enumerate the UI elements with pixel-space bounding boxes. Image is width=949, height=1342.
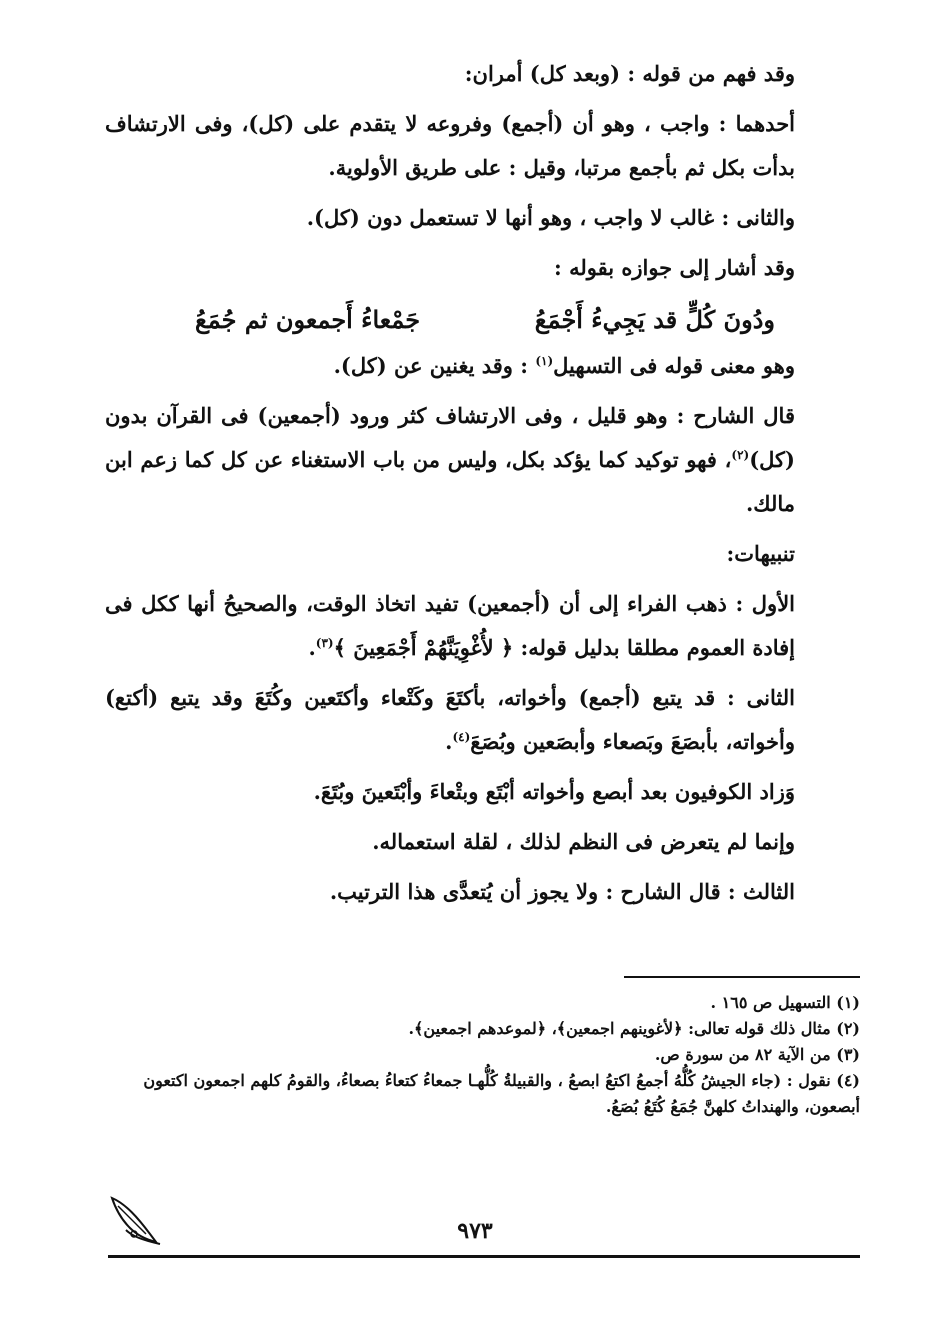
label-note-third: الثالث [743,879,795,904]
paragraph-commentator [105,394,865,526]
paragraph-tashil [105,344,865,388]
text-note-second: : قد يتبع (أجمع) وأخواته، بأكتَعَ وكَتْعاء وأكتَعين وكُتَعَ وقد يتبع (أكتع) وأخواته، بأبصَعَ وبَصعاء وأبصَعين وبُصَعَ [105,685,795,754]
text-second: : غالب لا واجب ، وهو أنها لا تستعمل دون (كل). [306,205,730,230]
page-number: ٩٧٣ [457,1218,493,1244]
text-note-first-end: . [308,635,316,660]
paragraph-second-matter [105,196,865,240]
label-note-first: الأول [751,591,796,616]
text-p7: وَزاد الكوفيون بعد أبصع وأخواته أبْتَع وبتْعاءَ وأبْتَعينَ وبُتَعَ. [313,779,795,804]
label-note-second: الثانى [746,685,795,710]
footnote-1: (١) التسهيل ص ١٦٥ . [710,993,860,1012]
bottom-rule [108,1255,860,1258]
paragraph-kufans [105,770,865,814]
paragraph-note-third [105,870,865,914]
text-p5b: : وقد يغنين عن (كل). [333,353,529,378]
footnote-3: (٣) من الآية ٨٢ من سورة ص. [654,1045,860,1064]
footnote-ref-2[interactable]: (٢) [731,448,750,462]
text-p8: وإنما لم يتعرض فى النظم لذلك ، لقلة استعماله. [372,829,795,854]
text-note-second-end: . [445,729,453,754]
verse-first-hemistich: ودُونَ كُلٍّ قد يَجِيءُ أَجْمَعُ [534,305,775,334]
paragraph-first-matter [105,102,865,190]
paragraph-note-second [105,676,865,764]
footnote-4: (٤) نقول : (جاء الجيشُ كُلُّهُ أجمعُ اكتعُ ابصعُ ، والقبيلةُ كُلُّهـا جمعاءُ كتعاءُ بصعاءُ، والقومُ كلهم اجمعون اكتعون أبصعون، والهنداتُ كلهنَّ جُمَعُ كُتَعُ بُصَعُ. [143,1071,860,1116]
paragraph-verse-intro [105,246,865,290]
footnote-ref-1[interactable]: (١) [535,354,554,368]
section-heading [105,532,865,576]
footnote-divider [624,976,860,978]
text-note-first: : ذهب الفراء إلى أن (أجمعين) تفيد اتخاذ الوقت، والصحيحُ أنها ككل فى إفادة العموم مطلقا بدليل قوله: ﴿ لأُغْوِيَنَّهُمْ أَجْمَعِينَ ﴾ [105,591,795,660]
footnotes [110,990,860,1120]
footnote-2: (٢) مثال ذلك قوله تعالى: ﴿لأغوينهم اجمعين﴾، ﴿لموعدهم اجمعين﴾. [408,1019,860,1038]
label-second: والثانى [736,205,795,230]
label-first: أحدهما [735,111,796,136]
heading-text: تنبيهات: [726,541,795,566]
verse-second-hemistich: جَمْعاءُ أَجمعون ثم جُمَعُ [195,305,421,334]
paragraph-note-first [105,582,865,670]
text-p5a: وهو معنى قوله فى التسهيل [553,353,795,378]
text-p1: وقد فهم من قوله : (وبعد كل) أمران: [464,61,795,86]
main-text [105,52,865,920]
text-p4: وقد أشار إلى جوازه بقوله : [554,255,795,280]
footnote-ref-3[interactable]: (٣) [315,636,334,650]
text-p6a: قال الشارح : وهو قليل ، وفى الارتشاف كثر ورود (أجمعين) فى القرآن بدون (كل) [105,403,795,472]
paragraph-nazm [105,820,865,864]
paragraph-intro [105,52,865,96]
text-first: : واجب ، وهو أن (أجمع) وفروعه لا يتقدم على (كل)، وفى الارتشاف بدأت بكل ثم بأجمع مرتبا، وقيل : على طريق الأولوية. [105,111,795,180]
footnote-ref-4[interactable]: (٤) [452,730,471,744]
poetry-verse [105,296,865,344]
quill-pen-icon [108,1190,168,1250]
text-note-third: : قال الشارح : ولا يجوز أن يُتعدَّى هذا الترتيب. [329,879,736,904]
text-p6b: ، فهو توكيد كما يؤكد بكل، وليس من باب الاستغناء عن كل كما زعم ابن مالك. [105,447,795,516]
